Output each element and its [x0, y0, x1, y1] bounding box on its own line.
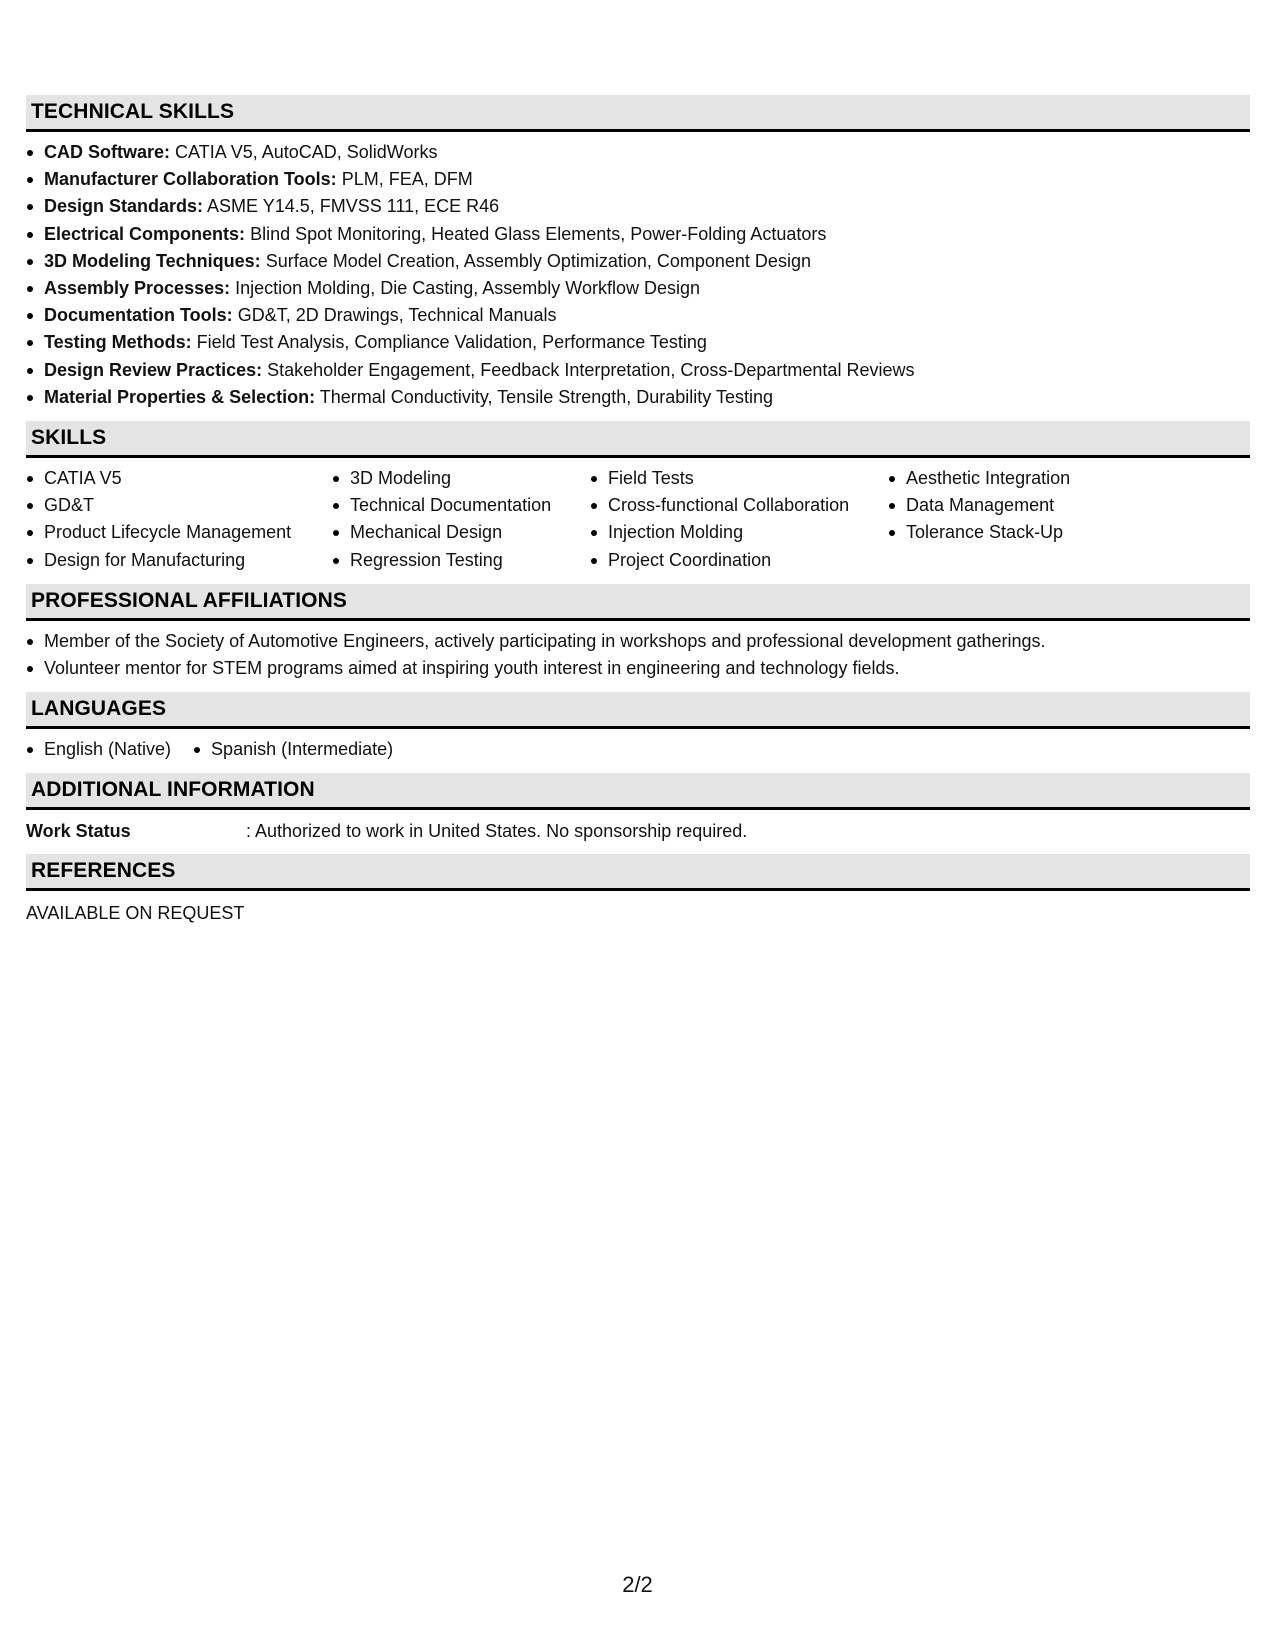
list-item	[26, 275, 1250, 302]
list-item: Member of the Society of Automotive Engineers, actively participating in workshops and professional development gatherings.	[26, 628, 1250, 655]
additional-info-section	[26, 773, 1250, 844]
list-item: Tolerance Stack-Up	[888, 519, 1188, 546]
section-title: REFERENCES	[31, 859, 176, 883]
technical-skills-header	[26, 95, 1250, 132]
item-label: CAD Software:	[44, 142, 171, 162]
item-value: Field Test Analysis, Compliance Validation, Performance Testing	[196, 332, 707, 353]
section-title: LANGUAGES	[31, 697, 167, 721]
skills-column-2	[332, 465, 590, 574]
item-label: Testing Methods:	[44, 332, 192, 353]
item-value: PLM, FEA, DFM	[341, 169, 473, 190]
list-item: Field Tests	[590, 465, 888, 492]
item-value: ASME Y14.5, FMVSS 111, ECE R46	[207, 196, 500, 217]
skills-column-3	[590, 465, 888, 574]
language-column	[26, 736, 171, 763]
affiliations-header	[26, 584, 1250, 621]
list-item: 3D Modeling	[332, 465, 590, 492]
item-label: Manufacturer Collaboration Tools:	[44, 169, 337, 190]
list-item: English (Native)	[26, 736, 171, 763]
skills-column-1	[26, 465, 332, 574]
list-item	[26, 166, 1250, 193]
list-item: CATIA V5	[26, 465, 332, 492]
additional-info-header	[26, 773, 1250, 810]
skills-section	[26, 421, 1250, 574]
item-label: Design Standards:	[44, 196, 204, 217]
item-label: Design Review Practices:	[44, 359, 263, 380]
list-item: GD&T	[26, 492, 332, 519]
resume-page	[26, 95, 1250, 937]
list-item	[26, 248, 1250, 275]
item-label: 3D Modeling Techniques:	[44, 250, 261, 271]
technical-skills-list	[26, 139, 1250, 411]
list-item	[26, 357, 1250, 384]
skills-column-4	[888, 465, 1188, 574]
list-item: Project Coordination	[590, 547, 888, 574]
section-title: SKILLS	[31, 426, 107, 450]
affiliations-list	[26, 628, 1250, 682]
work-status-label: Work Status	[26, 821, 131, 842]
item-value: Blind Spot Monitoring, Heated Glass Elements, Power-Folding Actuators	[250, 223, 827, 244]
list-item	[26, 139, 1250, 166]
work-status-row	[26, 817, 1250, 844]
item-value: Injection Molding, Die Casting, Assembly Workflow Design	[235, 278, 700, 299]
work-status-value: : Authorized to work in United States. No sponsorship required.	[246, 821, 748, 842]
list-item	[26, 302, 1250, 329]
item-value: Surface Model Creation, Assembly Optimization, Component Design	[265, 250, 811, 271]
item-value: Stakeholder Engagement, Feedback Interpretation, Cross-Departmental Reviews	[267, 359, 915, 380]
references-header	[26, 854, 1250, 891]
list-item: Design for Manufacturing	[26, 547, 332, 574]
languages-section	[26, 692, 1250, 763]
skills-grid	[26, 465, 1250, 574]
skills-header	[26, 421, 1250, 458]
technical-skills-section	[26, 95, 1250, 411]
languages-list	[26, 736, 1250, 763]
list-item: Spanish (Intermediate)	[193, 736, 393, 763]
page-number: 2/2	[622, 1572, 653, 1597]
list-item: Cross-functional Collaboration	[590, 492, 888, 519]
list-item: Technical Documentation	[332, 492, 590, 519]
references-text: AVAILABLE ON REQUEST	[26, 903, 245, 924]
list-item: Aesthetic Integration	[888, 465, 1188, 492]
item-label: Assembly Processes:	[44, 278, 231, 299]
section-title: PROFESSIONAL AFFILIATIONS	[31, 588, 347, 612]
item-label: Material Properties & Selection:	[44, 386, 316, 407]
list-item: Data Management	[888, 492, 1188, 519]
section-title: ADDITIONAL INFORMATION	[31, 778, 315, 802]
item-label: Documentation Tools:	[44, 305, 233, 326]
list-item	[26, 193, 1250, 220]
item-value: CATIA V5, AutoCAD, SolidWorks	[175, 142, 438, 162]
language-column	[193, 736, 393, 763]
list-item: Mechanical Design	[332, 519, 590, 546]
languages-header	[26, 692, 1250, 729]
references-section	[26, 854, 1250, 927]
list-item: Injection Molding	[590, 519, 888, 546]
list-item: Product Lifecycle Management	[26, 519, 332, 546]
list-item: Regression Testing	[332, 547, 590, 574]
affiliations-section	[26, 584, 1250, 682]
list-item: Volunteer mentor for STEM programs aimed at inspiring youth interest in engineering and technology fields.	[26, 655, 1250, 682]
list-item	[26, 221, 1250, 248]
item-value: Thermal Conductivity, Tensile Strength, Durability Testing	[319, 386, 773, 407]
item-label: Electrical Components:	[44, 223, 246, 244]
list-item	[26, 384, 1250, 411]
item-value: GD&T, 2D Drawings, Technical Manuals	[237, 305, 557, 326]
list-item	[26, 329, 1250, 356]
section-title: TECHNICAL SKILLS	[31, 100, 235, 123]
